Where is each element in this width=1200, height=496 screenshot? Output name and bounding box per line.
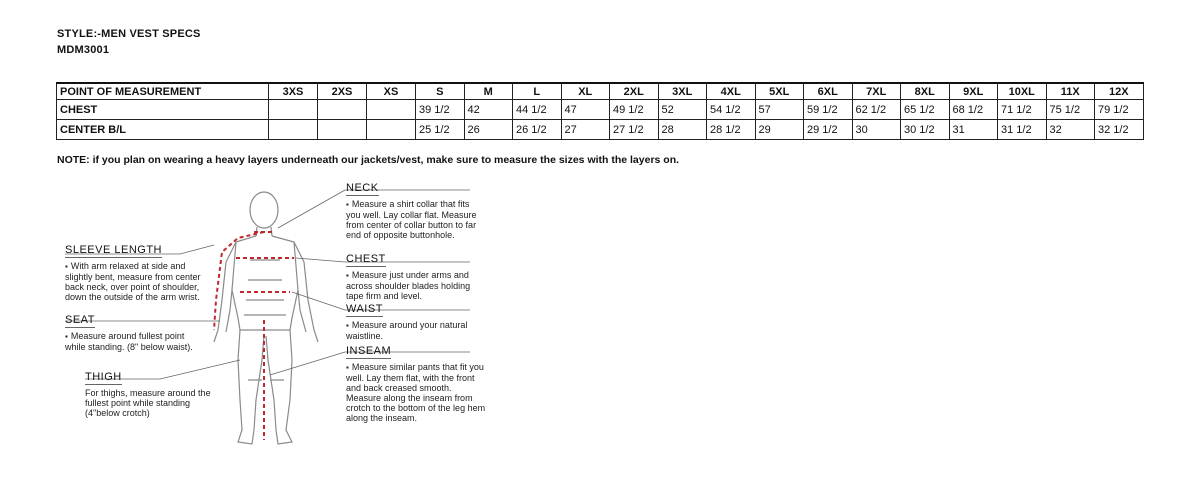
table-cell: 79 1/2 [1095,100,1144,120]
neck-instructions: ▪ Measure a shirt collar that fits you well. Lay collar flat. Measure from center of collar button to far end of opposite buttonhole. [346,199,486,240]
column-header: 8XL [901,83,950,100]
body-figure-outline [214,192,318,444]
column-header: 11X [1046,83,1095,100]
column-header: 12X [1095,83,1144,100]
thigh-guide [85,367,225,418]
table-cell: 29 [755,120,804,140]
inseam-title: INSEAM [346,345,392,357]
neck-guide [346,178,486,240]
sleeve-instructions: ▪ With arm relaxed at side and slightly bent, measure from center back neck, over point of shoulder, down the outside of the arm wrist. [65,261,210,302]
style-title: STYLE:-MEN VEST SPECS [57,28,201,40]
waist-instructions: ▪ Measure around your natural waistline. [346,320,486,341]
table-cell: 71 1/2 [998,100,1047,120]
table-cell: 42 [464,100,513,120]
seat-title: SEAT [65,314,95,326]
seat-instructions: ▪ Measure around fullest point while standing. (8" below waist). [65,331,205,352]
column-header: 6XL [804,83,853,100]
table-cell: 29 1/2 [804,120,853,140]
table-cell: 75 1/2 [1046,100,1095,120]
table-cell: 26 [464,120,513,140]
column-header: XS [367,83,416,100]
table-cell: 54 1/2 [707,100,756,120]
table-cell: 47 [561,100,610,120]
column-header: 2XS [318,83,367,100]
row-label: CENTER B/L [57,120,269,140]
table-cell: 27 1/2 [610,120,659,140]
table-cell: 28 1/2 [707,120,756,140]
column-header: POINT OF MEASUREMENT [57,83,269,100]
column-header: 7XL [852,83,901,100]
table-cell: 31 [949,120,998,140]
table-cell: 31 1/2 [998,120,1047,140]
column-header: 4XL [707,83,756,100]
table-cell: 62 1/2 [852,100,901,120]
table-cell: 27 [561,120,610,140]
table-cell: 57 [755,100,804,120]
column-header: 10XL [998,83,1047,100]
column-header: 2XL [610,83,659,100]
sleeve-guide [65,240,210,302]
table-cell: 49 1/2 [610,100,659,120]
waist-guide [346,299,486,341]
column-header: 5XL [755,83,804,100]
table-cell: 39 1/2 [416,100,465,120]
style-code: MDM3001 [57,44,110,56]
table-cell: 28 [658,120,707,140]
thigh-title: THIGH [85,371,122,383]
table-cell: 25 1/2 [416,120,465,140]
inseam-guide [346,341,486,423]
table-cell: 32 1/2 [1095,120,1144,140]
column-header: XL [561,83,610,100]
table-cell: 32 [1046,120,1095,140]
table-cell: 26 1/2 [513,120,562,140]
table-cell: 52 [658,100,707,120]
column-header: 3XS [269,83,318,100]
thigh-instructions: For thighs, measure around the fullest point while standing (4"below crotch) [85,388,211,418]
table-cell: 68 1/2 [949,100,998,120]
table-cell: 30 1/2 [901,120,950,140]
column-header: L [513,83,562,100]
table-cell: 65 1/2 [901,100,950,120]
column-header: 9XL [949,83,998,100]
table-cell: 59 1/2 [804,100,853,120]
column-header: M [464,83,513,100]
column-header: S [416,83,465,100]
chest-title: CHEST [346,253,386,265]
neck-title: NECK [346,182,379,194]
seat-guide [65,310,205,352]
table-cell: 44 1/2 [513,100,562,120]
waist-title: WAIST [346,303,383,315]
sleeve-title: SLEEVE LENGTH [65,244,162,256]
table-cell: 30 [852,120,901,140]
inseam-instructions: ▪ Measure similar pants that fit you well. Lay them flat, with the front and back creased smooth. Measure along the inseam from crotch to the bottom of the leg hem along the inseam. [346,362,486,423]
chest-guide [346,249,486,301]
column-header: 3XL [658,83,707,100]
layering-note: NOTE: if you plan on wearing a heavy layers underneath our jackets/vest, make sure to measure the sizes with the layers on. [57,154,680,166]
row-label: CHEST [57,100,269,120]
chest-instructions: ▪ Measure just under arms and across shoulder blades holding tape firm and level. [346,270,486,301]
